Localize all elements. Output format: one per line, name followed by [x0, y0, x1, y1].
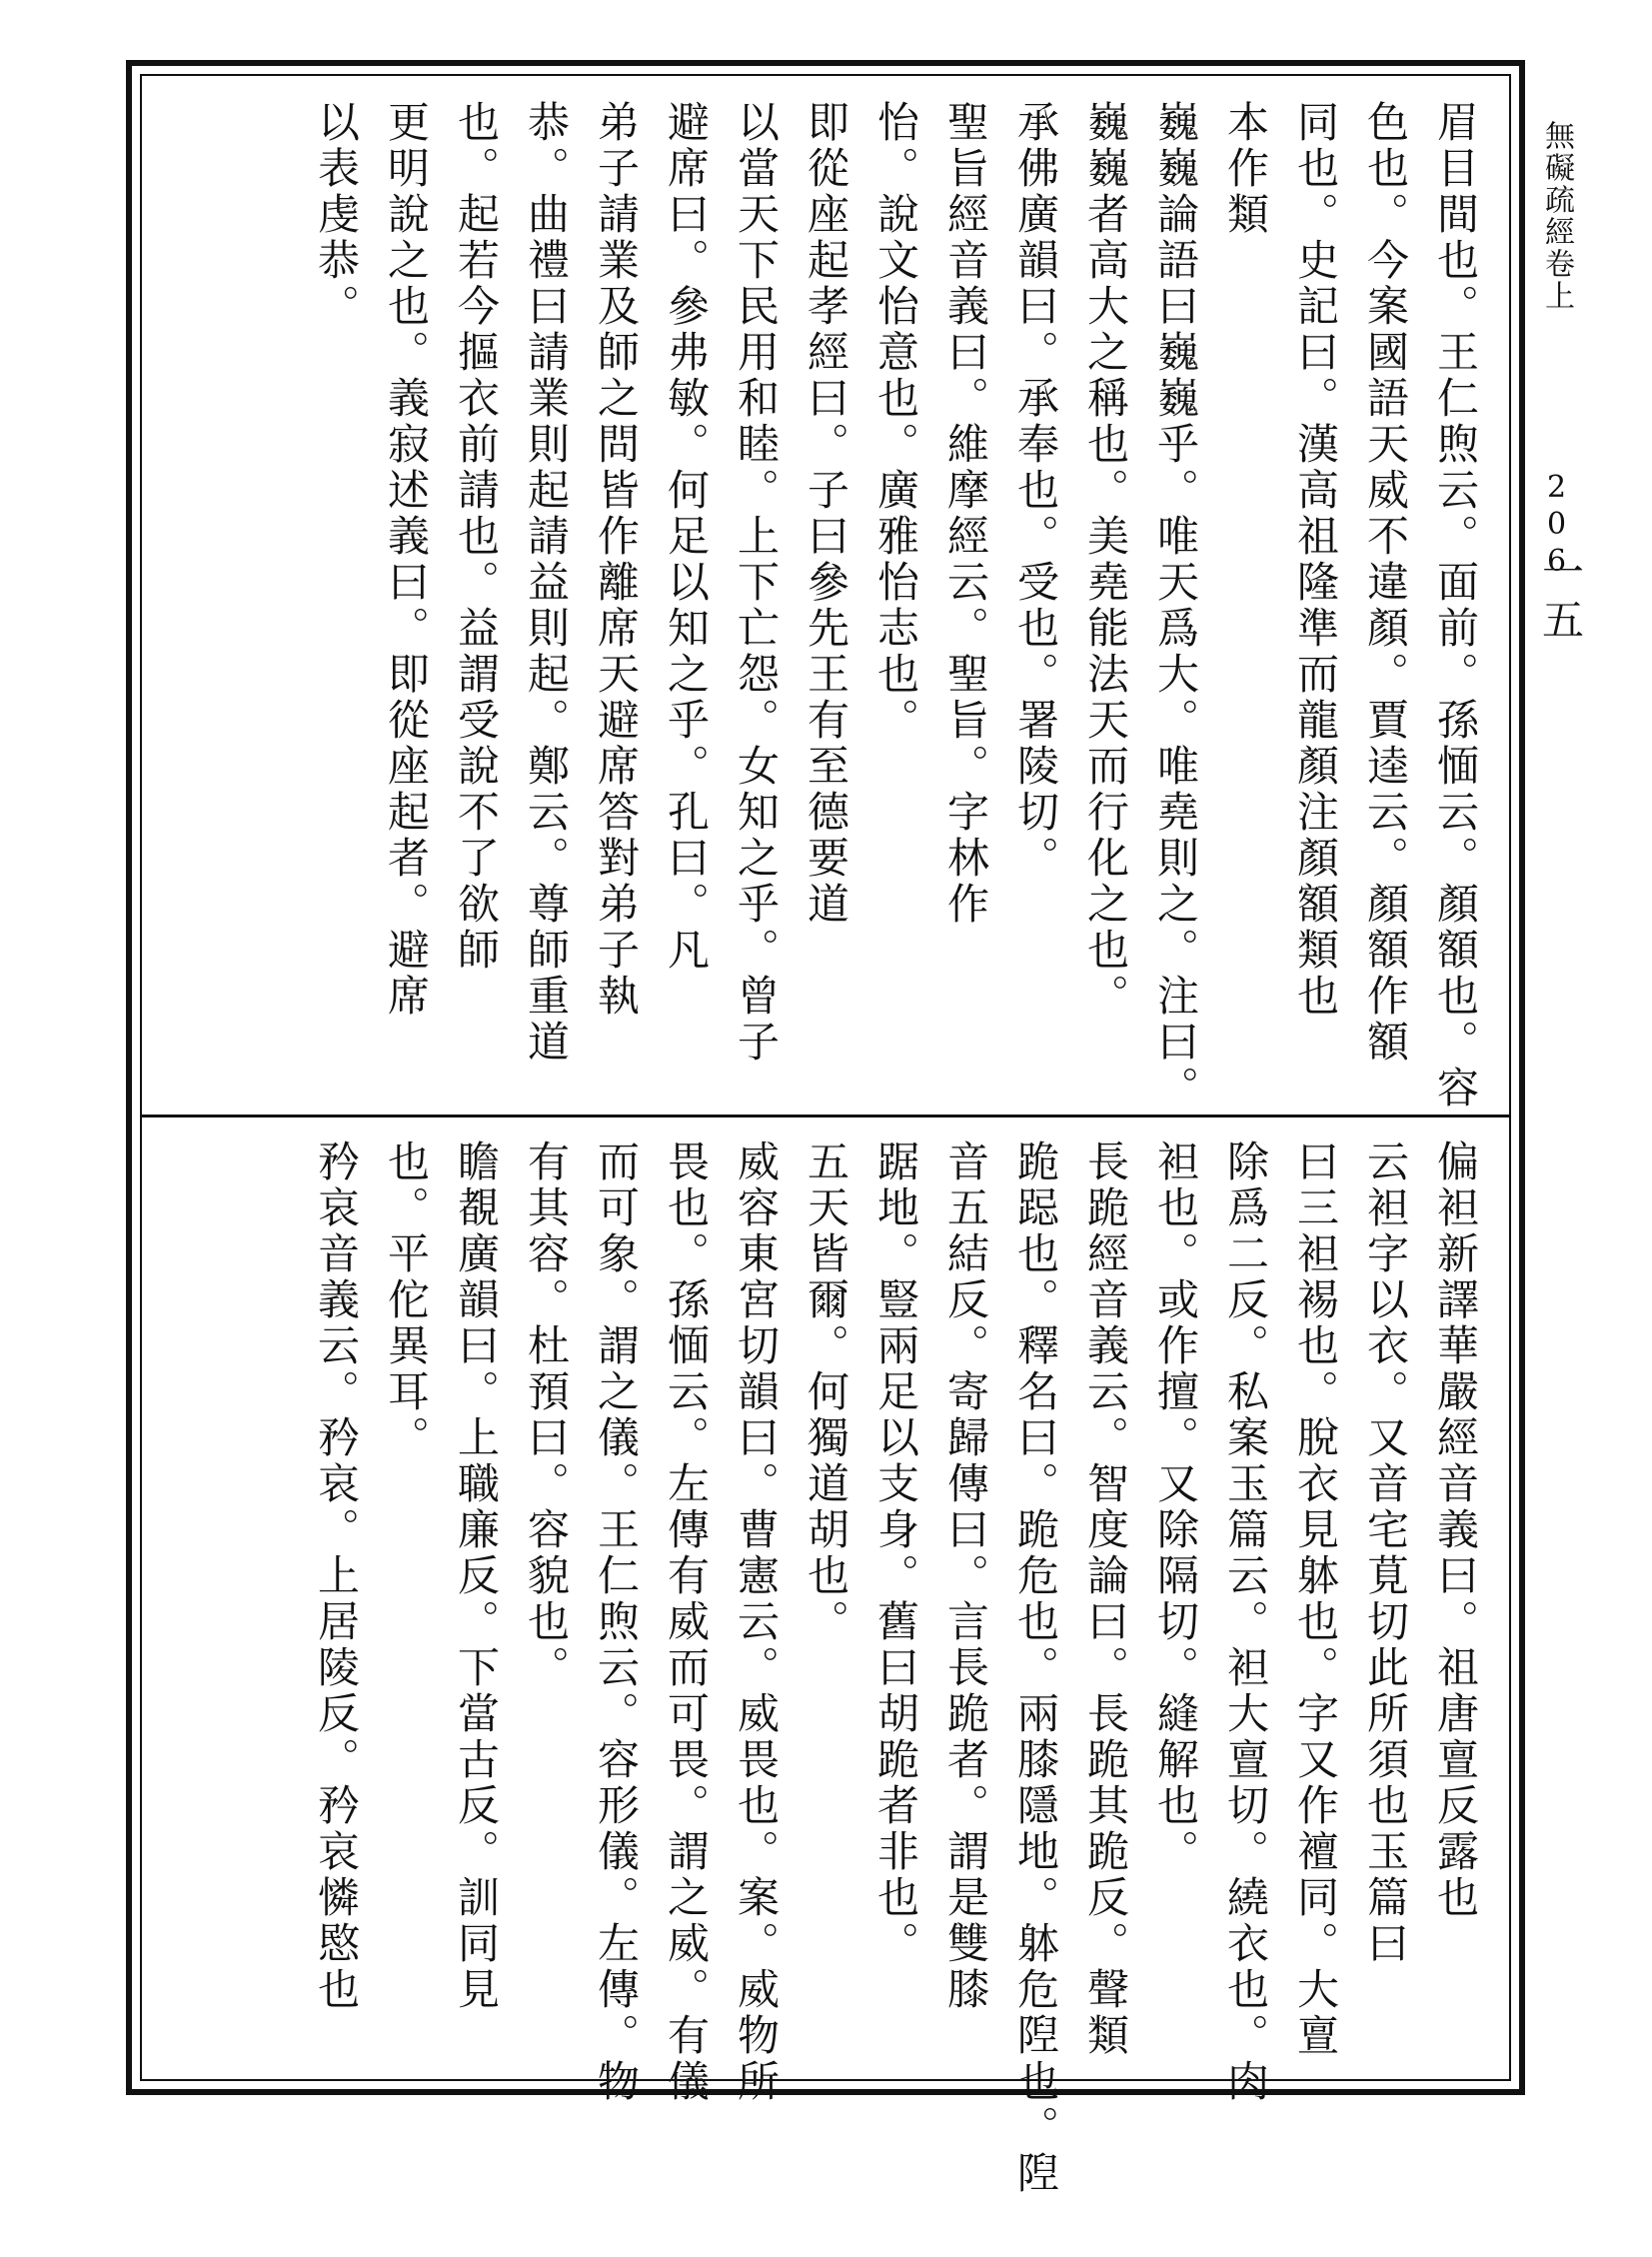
- text-column: 有其容。杜預曰。容貌也。: [522, 1139, 571, 1691]
- text-column: 而可象。謂之儀。王仁煦云。容形儀。左傳。物: [592, 1139, 641, 2105]
- book-number: 206: [1539, 470, 1574, 581]
- text-column: 同也。史記曰。漢高祖隆準而龍顏注顏額類也: [1291, 100, 1340, 1020]
- section-divider: [140, 1115, 1511, 1118]
- text-column: 巍巍論語曰巍巍乎。唯天爲大。唯堯則之。注曰。: [1151, 100, 1200, 1112]
- book-title: 無礙疏經卷上: [1539, 120, 1574, 312]
- text-column: 音五結反。寄歸傳曰。言長跪者。謂是雙膝: [941, 1139, 990, 2013]
- text-column: 除爲二反。私案玉篇云。袒大亶切。繞衣也。肉: [1221, 1139, 1270, 2105]
- text-column: 色也。今案國語天威不違顏。賈逵云。顏額作額: [1361, 100, 1410, 1066]
- text-column: 五天皆爾。何獨道胡也。: [802, 1139, 850, 1645]
- text-column: 踞地。豎兩足以支身。舊曰胡跪者非也。: [871, 1139, 920, 1967]
- text-column: 恭。曲禮曰請業則起請益則起。鄭云。尊師重道: [522, 100, 571, 1066]
- text-column: 矜哀音義云。矜哀。上居陵反。矜哀憐愍也: [312, 1139, 361, 2013]
- text-column: 偏袒新譯華嚴經音義曰。祖唐亶反露也: [1431, 1139, 1480, 1921]
- text-column: 怡。說文怡意也。廣雅怡志也。: [871, 100, 920, 744]
- text-column: 以當天下民用和睦。上下亡怨。女知之乎。曾子: [732, 100, 781, 1066]
- text-column: 長跪經音義云。智度論曰。長跪其跪反。聲類: [1081, 1139, 1130, 2059]
- text-column: 即從座起孝經曰。子曰參先王有至德要道: [802, 100, 850, 928]
- text-column: 跪跽也。釋名曰。跪危也。兩膝隱地。躰危隉也。隉: [1011, 1139, 1060, 2197]
- text-column: 云袒字以衣。又音宅莧切此所須也玉篇曰: [1361, 1139, 1410, 1967]
- text-column: 也。起若今摳衣前請也。益謂受說不了欲師: [452, 100, 501, 974]
- text-column: 曰三袒裼也。脫衣見躰也。字又作襢同。大亶: [1291, 1139, 1340, 2059]
- text-column: 畏也。孫愐云。左傳有威而可畏。謂之威。有儀: [662, 1139, 711, 2105]
- text-column: 弟子請業及師之問皆作離席天避席答對弟子執: [592, 100, 641, 1020]
- text-column: 巍巍者高大之稱也。美堯能法天而行化之也。: [1081, 100, 1130, 1020]
- text-column: 以表虔恭。: [312, 100, 361, 330]
- text-column: 也。平佗異耳。: [382, 1139, 431, 1461]
- text-column: 威容東宮切韻曰。曹憲云。威畏也。案。威物所: [732, 1139, 781, 2105]
- page-number: 一五: [1536, 550, 1585, 646]
- text-column: 本作類: [1221, 100, 1270, 238]
- text-column: 瞻覩廣韻曰。上職廉反。下當古反。訓同見: [452, 1139, 501, 2013]
- text-column: 聖旨經音義曰。維摩經云。聖旨。字林作: [941, 100, 990, 928]
- text-column: 眉目間也。王仁煦云。面前。孫愐云。顏額也。容: [1431, 100, 1480, 1112]
- text-column: 袒也。或作擅。又除隔切。縫解也。: [1151, 1139, 1200, 1875]
- text-column: 避席曰。參弗敏。何足以知之乎。孔曰。凡: [662, 100, 711, 974]
- text-column: 更明說之也。義寂述義曰。即從座起者。避席: [382, 100, 431, 1020]
- text-column: 承佛廣韻曰。承奉也。受也。署陵切。: [1011, 100, 1060, 882]
